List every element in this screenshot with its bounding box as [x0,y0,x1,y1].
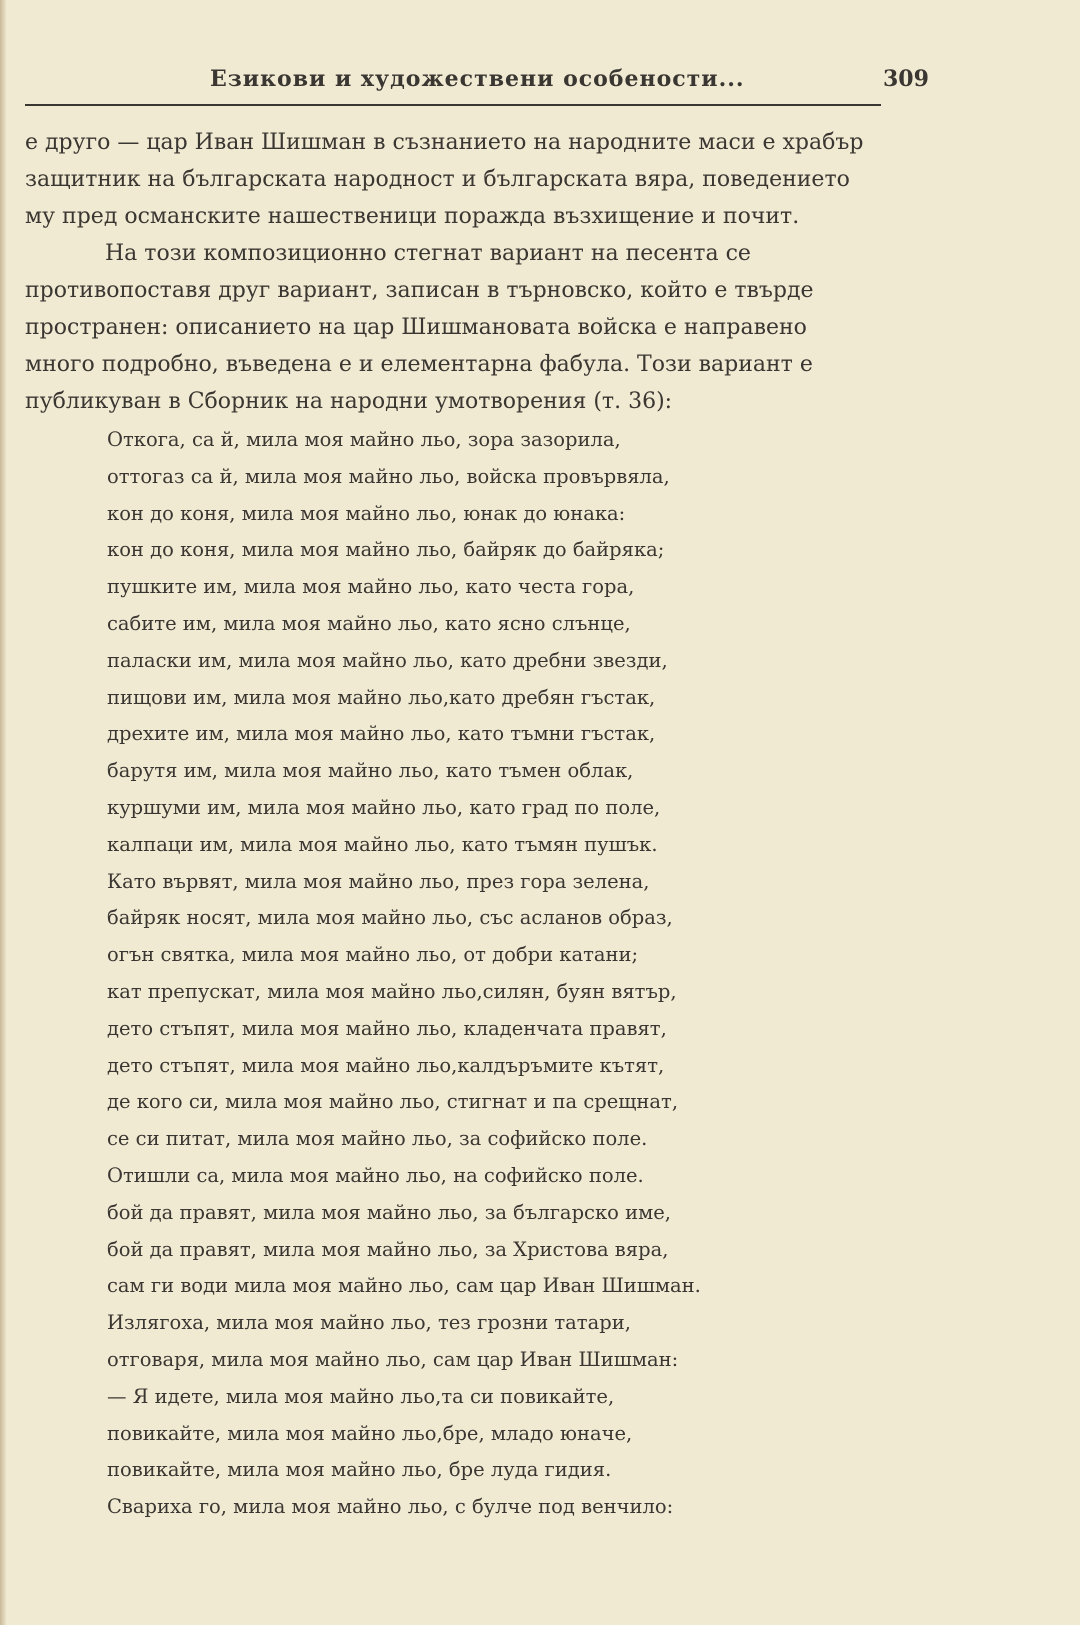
verse-line: калпаци им, мила моя майно льо, като тъмян пушък. [107,832,658,856]
verse-line: де кого си, мила моя майно льо, стигнат и па срещнат, [107,1090,679,1114]
verse-line: Като вървят, мила моя майно льо, през гора зелена, [107,869,650,893]
verse-line: повикайте, мила моя майно льо, бре луда гидия. [107,1458,612,1482]
book-spine-edge [0,0,6,1625]
verse-line: се си питат, мила моя майно льо, за софийско поле. [107,1127,648,1151]
text-line: противопоставя друг вариант, записан в търновско, който е твърде [25,278,814,303]
verse-line: пищови им, мила моя майно льо,като дребян гъстак, [107,685,656,709]
text-line: му пред османските нашественици поражда възхищение и почит. [25,204,800,229]
book-page [25,60,940,1526]
paragraph-variant [25,235,940,420]
verse-line: куршуми им, мила моя майно льо, като град по поле, [107,795,661,819]
page-number: 309 [883,66,929,92]
verse-line: сам ги води мила моя майно льо, сам цар Иван Шишман. [107,1274,701,1298]
song-verse [107,422,940,1526]
text-line: е друго — цар Иван Шишман в съзнанието на народните маси е храбър [25,130,864,155]
verse-line: дрехите им, мила моя майно льо, като тъмни гъстак, [107,722,656,746]
verse-line: бой да правят, мила моя майно льо, за Христова вяра, [107,1237,669,1261]
verse-line: паласки им, мила моя майно льо, като дребни звезди, [107,648,668,672]
verse-line: пушките им, мила моя майно льо, като честа гора, [107,575,635,599]
running-title: Езикови и художествени особености... [210,66,745,92]
verse-line: Свариха го, мила моя майно льо, с булче под венчило: [107,1495,674,1519]
text-line: На този композиционно стегнат вариант на песента се [105,241,751,266]
verse-line: кат препускат, мила моя майно льо,силян, буян вятър, [107,979,677,1003]
verse-line: — Я идете, мила моя майно льо,та си повикайте, [107,1384,615,1408]
verse-line: Излягоха, мила моя майно льо, тез грозни татари, [107,1311,631,1335]
verse-line: огън святка, мила моя майно льо, от добри катани; [107,943,639,967]
paragraph-continued [25,124,940,235]
verse-line: кон до коня, мила моя майно льо, юнак до юнака: [107,501,626,525]
verse-line: кон до коня, мила моя майно льо, байряк до байряка; [107,538,665,562]
verse-line: барутя им, мила моя майно льо, като тъмен облак, [107,759,634,783]
verse-line: сабите им, мила моя майно льо, като ясно слънце, [107,611,631,635]
verse-line: Откога, са й, мила моя майно льо, зора зазорила, [107,428,621,451]
text-line: защитник на българската народност и българската вяра, поведението [25,167,850,192]
verse-line: дето стъпят, мила моя майно льо, кладенчата правят, [107,1016,667,1040]
body-text [25,124,940,1526]
page-header [25,60,929,106]
verse-line: оттогаз са й, мила моя майно льо, войска провървяла, [107,464,670,488]
text-line: публикуван в Сборник на народни умотворения (т. 36): [25,389,673,414]
verse-line: байряк носят, мила моя майно льо, със асланов образ, [107,906,673,930]
text-line: пространен: описанието на цар Шишмановата войска е направено [25,315,807,340]
text-line: много подробно, въведена е и елементарна фабула. Този вариант е [25,352,813,377]
verse-line: Отишли са, мила моя майно льо, на софийско поле. [107,1163,644,1187]
verse-line: дето стъпят, мила моя майно льо,калдъръмите кътят, [107,1053,665,1077]
verse-line: отговаря, мила моя майно льо, сам цар Иван Шишман: [107,1347,679,1371]
verse-line: повикайте, мила моя майно льо,бре, младо юначе, [107,1421,633,1445]
verse-line: бой да правят, мила моя майно льо, за българско име, [107,1200,671,1224]
